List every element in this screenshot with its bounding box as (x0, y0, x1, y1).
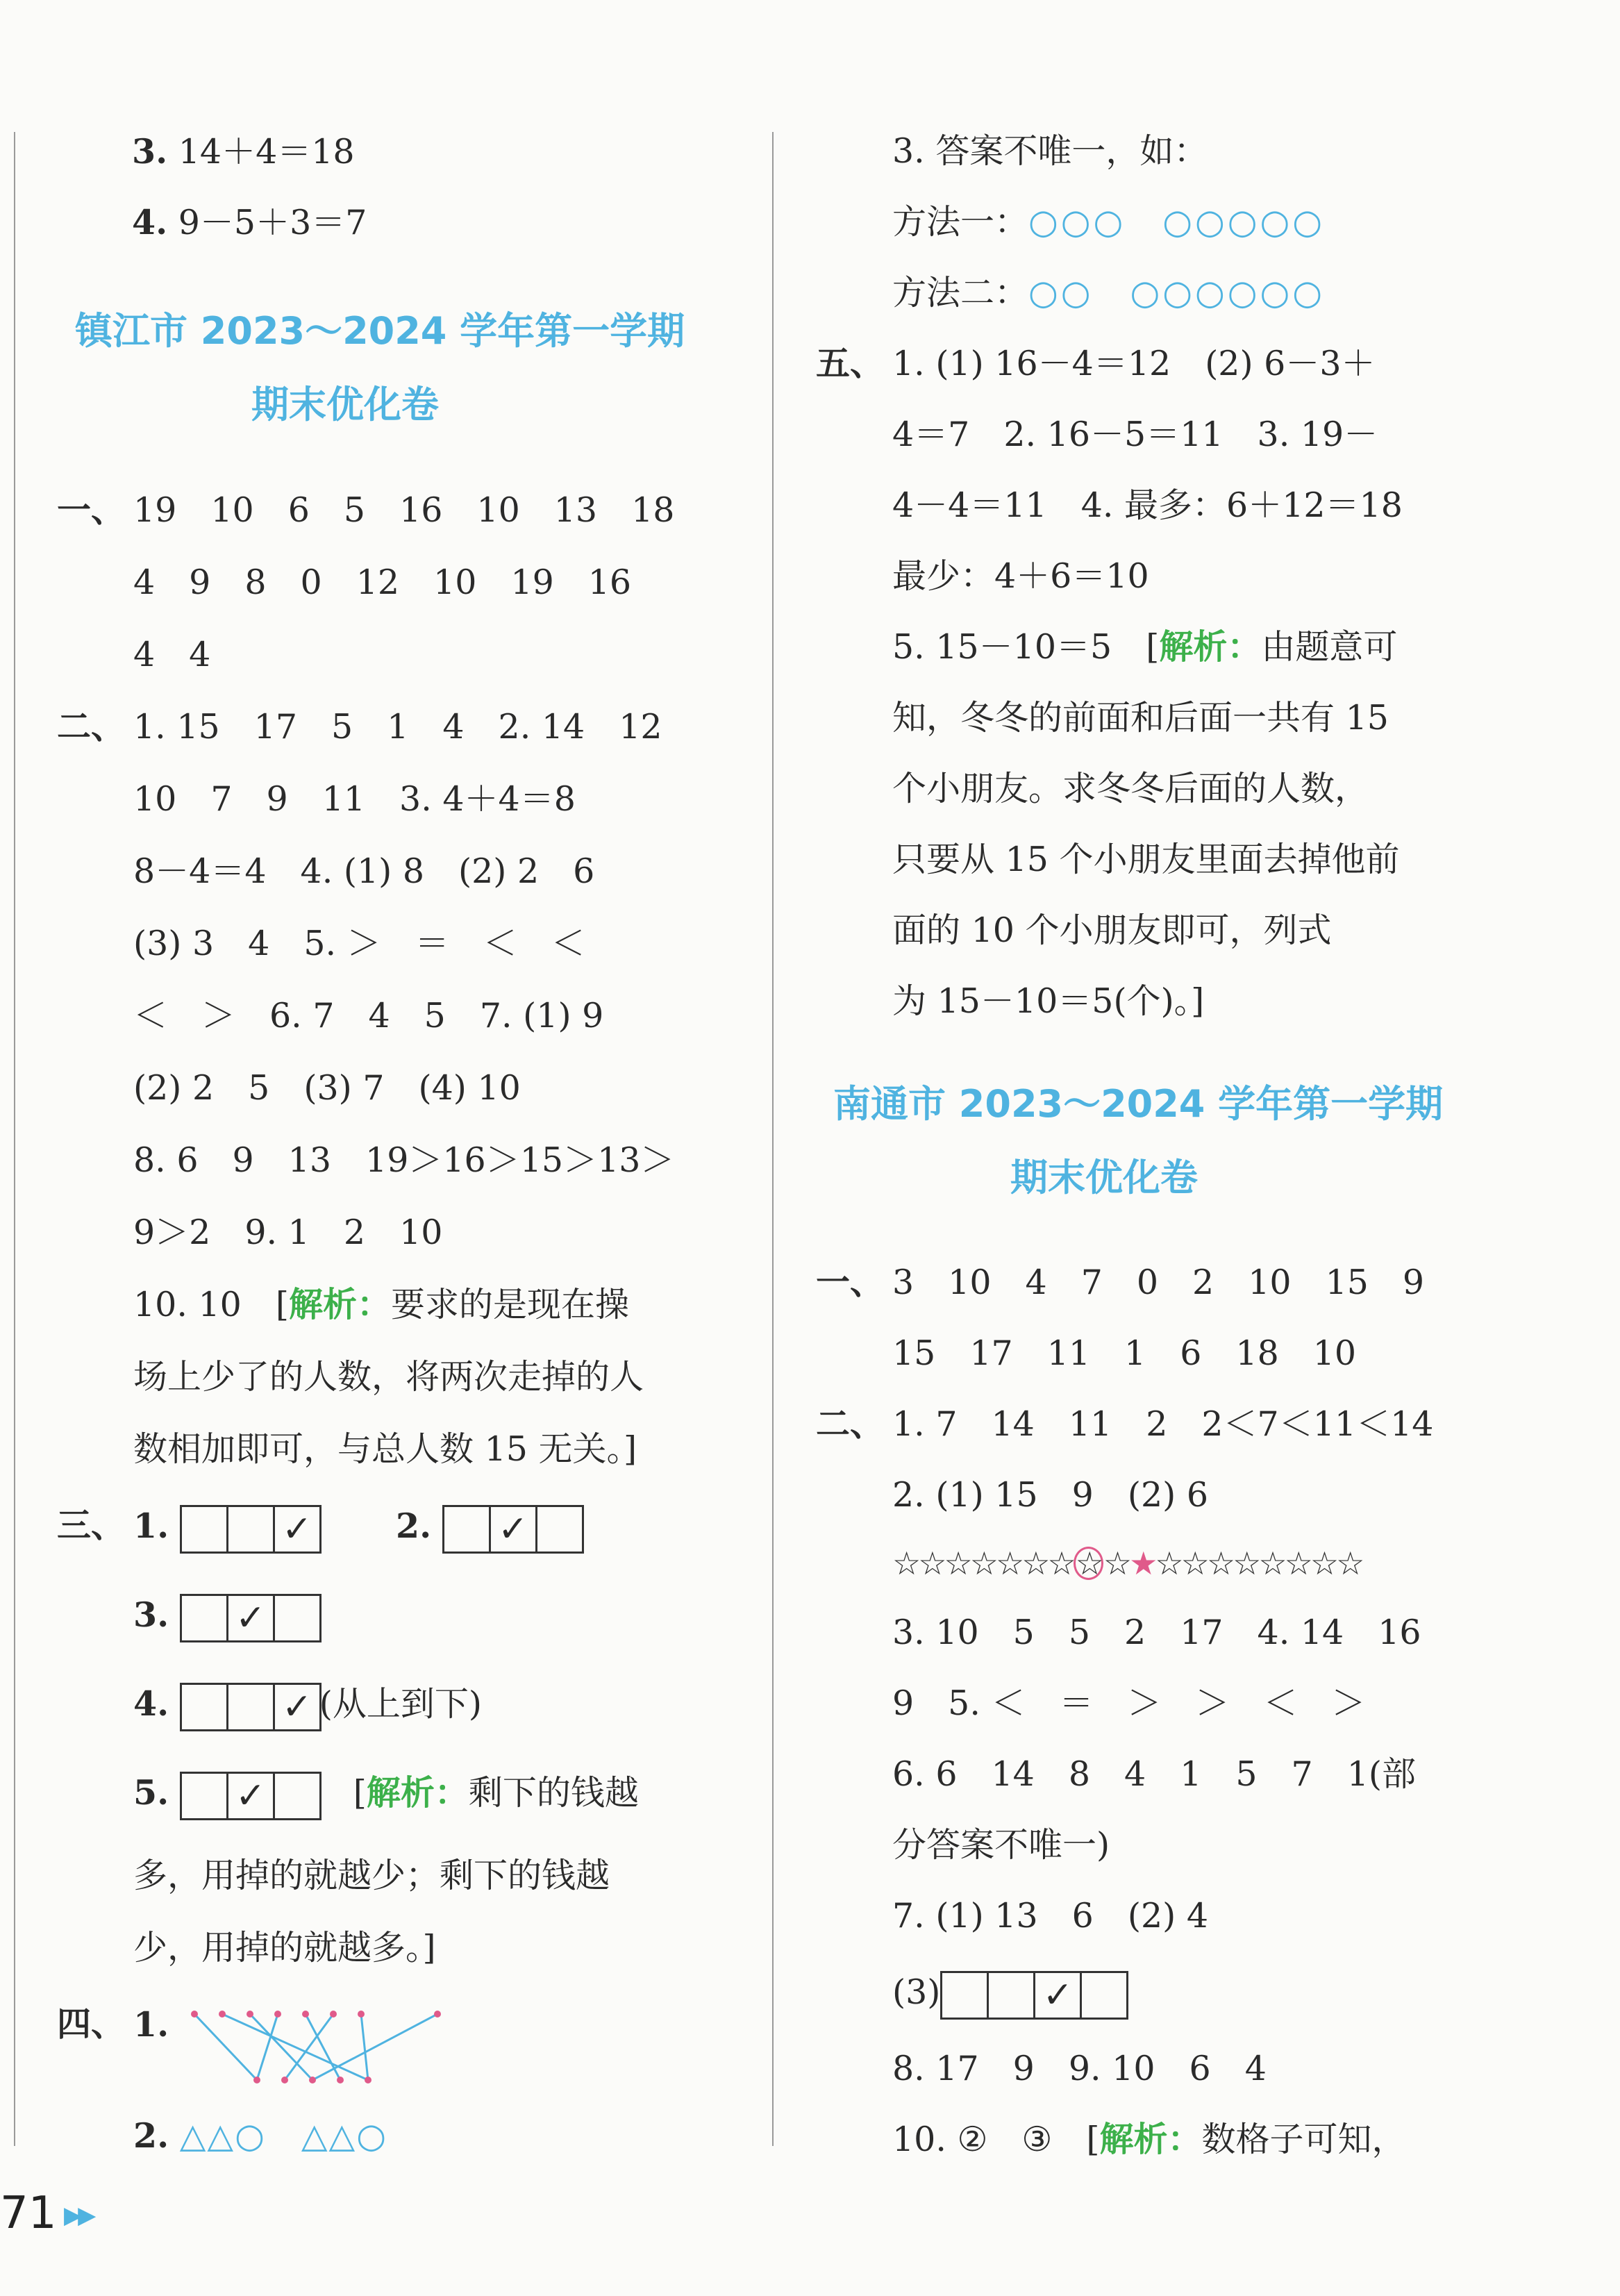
s1-line: 19 10 6 5 16 10 13 18 (133, 490, 675, 530)
s4-q1: 1. (133, 2004, 169, 2045)
s3-q1: 1. ✓ (133, 1501, 319, 1554)
s3-q5: 5. ✓ [解析：剩下的钱越 (133, 1768, 639, 1820)
right-line-3: 3. 答案不唯一，如： (892, 131, 1208, 171)
star-row: ☆☆☆☆☆☆☆☆☆★☆☆☆☆☆☆☆☆ (892, 1545, 1362, 1582)
n1-line: 15 17 11 1 6 18 10 (892, 1333, 1357, 1373)
check-mark-icon (1033, 1971, 1082, 2020)
n2-line: 分答案不唯一) (892, 1825, 1110, 1865)
section-2-label: 二、 (57, 707, 126, 747)
s5-q5-cont: 只要从 15 个小朋友里面去掉他前 (892, 840, 1400, 879)
n2-q10: 10. ② ③ [解析：数格子可知， (892, 2120, 1406, 2159)
s5-q5-cont: 个小朋友。求冬冬后面的人数， (892, 769, 1369, 808)
section-3-label: 三、 (57, 1506, 126, 1545)
left-line-3: 3. 14＋4＝18 (132, 131, 355, 172)
check-mark-icon (226, 1772, 275, 1820)
checkbox-group (180, 1773, 319, 1813)
circled-star-icon: ☆ (1074, 1547, 1103, 1580)
s2-line: 10 7 9 11 3. 4＋4＝8 (133, 779, 576, 819)
method-2: 方法二：○○ ○○○○○○ (892, 273, 1326, 313)
circle-shapes: ○○ ○○○○○○ (1028, 273, 1326, 313)
check-mark-icon (273, 1505, 322, 1554)
section-5-label: 五、 (816, 344, 885, 383)
s5-q5-cont: 为 15－10＝5(个)。] (892, 981, 1205, 1021)
s5-line: 4＝7 2. 16－5＝11 3. 19－ (892, 415, 1378, 454)
circle-shapes: ○○○ ○○○○○ (1028, 202, 1326, 242)
left-line-4: 4. 9－5＋3＝7 (132, 202, 367, 242)
s2-q10: 10. 10 [解析：要求的是现在操 (133, 1285, 630, 1324)
analysis-tag: 解析： (1159, 627, 1262, 667)
section-4-label: 四、 (57, 2004, 126, 2044)
s4-q2: 2. △△○ △△○ (133, 2115, 387, 2156)
n2-line: 3. 10 5 5 2 17 4. 14 16 (892, 1613, 1421, 1652)
section-title-zhenjiang: 镇江市 2023～2024 学年第一学期 (75, 309, 685, 353)
n-section-2-label: 二、 (816, 1404, 885, 1444)
s1-line: 4 9 8 0 12 10 19 16 (133, 563, 632, 602)
s5-line: 1. (1) 16－4＝12 (2) 6－3＋ (892, 344, 1376, 383)
n1-line: 3 10 4 7 0 2 10 15 9 (892, 1263, 1425, 1302)
next-arrows-icon: ▶▶ (64, 2202, 92, 2229)
s3-q4: 4. ✓ (从上到下) (133, 1679, 482, 1731)
n2-q7-3: (3) ✓ (892, 1968, 1126, 2020)
s2-line: ＜ ＞ 6. 7 4 5 7. (1) 9 (133, 996, 604, 1035)
n2-q8: 8. 17 9 9. 10 6 4 (892, 2049, 1267, 2088)
checkbox-group (180, 1684, 319, 1724)
s3-q5-cont: 多，用掉的就越少；剩下的钱越 (133, 1856, 610, 1895)
s5-q5-cont: 面的 10 个小朋友即可，列式 (892, 910, 1332, 950)
s2-line: (3) 3 4 5. ＞ ＝ ＜ ＜ (133, 924, 585, 963)
s2-line: 9＞2 9. 1 2 10 (133, 1213, 443, 1252)
checkbox-group (940, 1972, 1126, 2012)
section-1-label: 一、 (57, 490, 126, 530)
n2-line: 6. 6 14 8 4 1 5 7 1(部 (892, 1754, 1417, 1794)
n2-line: 9 5. ＜ ＝ ＞ ＞ ＜ ＞ (892, 1683, 1366, 1723)
s5-line: 最少：4＋6＝10 (892, 556, 1149, 596)
s2-q10-cont: 场上少了的人数，将两次走掉的人 (133, 1357, 644, 1397)
checkbox-group (180, 1506, 319, 1546)
analysis-tag: 解析： (1099, 2120, 1202, 2159)
s2-line: 8－4＝4 4. (1) 8 (2) 2 6 (133, 851, 595, 891)
section-subtitle-zhenjiang: 期末优化卷 (251, 383, 439, 426)
s5-q5: 5. 15－10＝5 [解析：由题意可 (892, 627, 1398, 667)
n2-line: 2. (1) 15 9 (2) 6 (892, 1475, 1208, 1515)
left-margin-rule (14, 132, 15, 2146)
matching-lines-diagram (187, 2007, 451, 2090)
s2-q10-cont: 数相加即可，与总人数 15 无关。] (133, 1429, 637, 1469)
checkbox-group (180, 1595, 319, 1635)
n-section-1-label: 一、 (816, 1263, 885, 1302)
check-mark-icon (273, 1683, 322, 1731)
check-mark-icon (226, 1594, 275, 1642)
s5-line: 4－4＝11 4. 最多：6＋12＝18 (892, 485, 1403, 525)
method-1: 方法一：○○○ ○○○○○ (892, 202, 1326, 242)
analysis-tag: 解析： (288, 1285, 391, 1324)
checkbox-group (442, 1506, 582, 1546)
s1-line: 4 4 (133, 635, 211, 674)
section-title-nantong: 南通市 2023～2024 学年第一学期 (833, 1082, 1444, 1126)
s5-q5-cont: 知，冬冬的前面和后面一共有 15 (892, 698, 1389, 738)
s2-line: (2) 2 5 (3) 7 (4) 10 (133, 1068, 521, 1108)
analysis-tag: 解析： (366, 1773, 469, 1813)
n2-line: 1. 7 14 11 2 2＜7＜11＜14 (892, 1404, 1434, 1444)
s2-line: 8. 6 9 13 19＞16＞15＞13＞ (133, 1140, 675, 1180)
filled-star-icon: ★ (1129, 1545, 1155, 1582)
s3-q3: 3. ✓ (133, 1590, 319, 1642)
triangle-circle-shapes: △△○ △△○ (179, 2116, 387, 2156)
page-number: 71 (0, 2188, 57, 2239)
section-subtitle-nantong: 期末优化卷 (1010, 1156, 1198, 1199)
check-mark-icon (489, 1505, 537, 1554)
s2-line: 1. 15 17 5 1 4 2. 14 12 (133, 707, 662, 747)
s3-q5-cont: 少，用掉的就越多。] (133, 1928, 436, 1968)
column-divider (772, 132, 774, 2146)
n2-line: 7. (1) 13 6 (2) 4 (892, 1896, 1208, 1936)
s3-q2: 2. ✓ (396, 1501, 582, 1554)
